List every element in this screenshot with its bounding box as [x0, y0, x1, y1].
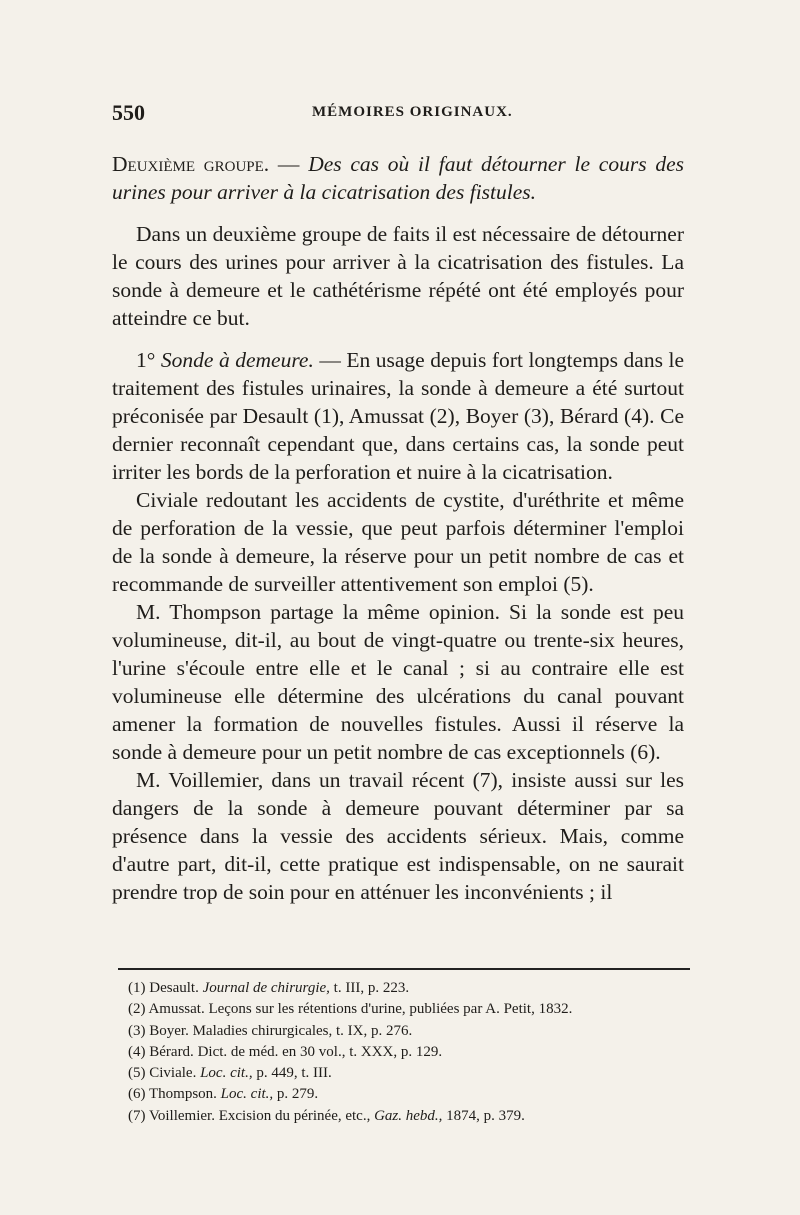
footnote-author: Civiale. [149, 1065, 197, 1082]
footnote-detail: Dict. de méd. en 30 vol., t. XXX, p. 129. [197, 1043, 443, 1060]
paragraph-2 [112, 346, 684, 486]
footnote-source: Loc. cit., [200, 1065, 253, 1082]
paragraph-4: M. Thompson partage la même opinion. Si la sonde est peu volumineuse, dit-il, au bout de vingt-quatre ou trente-six heures, l'urine s'écoule entre elle et le canal ; si au contraire elle est volumineuse elle détermine des ulcérations du canal pouvant amener la formation de nouvelles fistules. Aussi il réserve la sonde à demeure pour un petit nombre de cas exceptionnels (6). [112, 600, 684, 764]
footnote-author: Bérard. [149, 1043, 194, 1060]
footnote-detail: Leçons sur les rétentions d'urine, publiées par A. Petit, 1832. [208, 1001, 573, 1018]
footnote-author: Desault. [149, 980, 199, 996]
footnote-number: (5) [128, 1065, 146, 1082]
footnote [128, 1063, 688, 1084]
footnote-detail: t. III, p. 223. [333, 980, 410, 996]
footnote-detail: p. 449, t. III. [256, 1065, 332, 1082]
paragraph-3: Civiale redoutant les accidents de cystite, d'uréthrite et même de perforation de la vessie, que peut parfois déterminer l'emploi de la sonde à demeure, la réserve pour un petit nombre de cas et recommande de surveiller attentivement son emploi (5). [112, 488, 684, 596]
footnote-title: Excision du périnée, etc., [218, 1107, 371, 1124]
footnote-source: Loc. cit., [220, 1086, 274, 1103]
footnote-number: (1) [128, 980, 146, 996]
footnote-source: Journal de chirurgie, [202, 980, 330, 996]
paragraph-5: M. Voillemier, dans un travail récent (7), insiste aussi sur les dangers de la sonde à demeure pouvant déterminer par sa présence dans la vessie des accidents sérieux. Mais, comme d'autre part, dit-il, cette pratique est indispensable, on ne saurait prendre trop de soin pour en atténuer les inconvénients ; il [112, 768, 684, 904]
paragraph-2-text: En usage depuis fort longtemps dans le traitement des fistules urinaires, la sonde à demeure a été surtout préconisée par Desault (1), Amussat (2), Boyer (3), Bérard (4). Ce dernier reconnaît cependant que, dans certains cas, la sonde peut irriter les bords de la perforation et nuire à la cicatrisation. [112, 348, 685, 484]
footnote-detail: p. 279. [276, 1086, 319, 1103]
footnote-number: (4) [128, 1043, 146, 1060]
running-head: MÉMOIRES ORIGINAUX. [312, 104, 513, 120]
page-number: 550 [112, 100, 145, 125]
section-dash: — [269, 152, 309, 176]
paragraph-1: Dans un deuxième groupe de faits il est nécessaire de détourner le cours des urines pour arriver à la cicatrisation des fistules. La sonde à demeure et le cathétérisme répété ont été employés pour atteindre ce but. [112, 222, 684, 330]
footnote [128, 999, 688, 1020]
section-label: Deuxième groupe. [112, 152, 270, 176]
body-text [112, 150, 684, 906]
footnote-author: Amussat. [148, 1001, 205, 1018]
footnote [128, 1106, 688, 1127]
footnote-author: Boyer. [149, 1022, 189, 1039]
footnote-source: Gaz. hebd., [374, 1107, 443, 1124]
footnote-number: (3) [128, 1022, 146, 1039]
footnote-number: (2) [128, 1001, 146, 1018]
subsection-number: 1° [136, 348, 156, 372]
footnote-author: Voillemier. [148, 1107, 215, 1124]
footnote-number: (7) [128, 1107, 146, 1124]
footnote [128, 1021, 688, 1042]
footnote-rule [118, 968, 690, 970]
footnotes [128, 978, 688, 1127]
page-header [112, 100, 692, 126]
footnote-author: Thompson. [148, 1086, 217, 1103]
footnote [128, 1084, 688, 1105]
section-title [112, 150, 684, 206]
footnote-number: (6) [128, 1086, 146, 1103]
subsection-title: Sonde à demeure. [160, 348, 314, 372]
subsection-dash: — [313, 348, 347, 372]
footnote-detail: Maladies chirurgicales, t. IX, p. 276. [192, 1022, 413, 1039]
footnote [128, 978, 688, 999]
footnote-detail: 1874, p. 379. [446, 1107, 525, 1124]
footnote [128, 1042, 688, 1063]
section-heading: Des cas où il faut détourner le cours des urines pour arriver à la cicatrisation des fistules. [112, 152, 684, 204]
